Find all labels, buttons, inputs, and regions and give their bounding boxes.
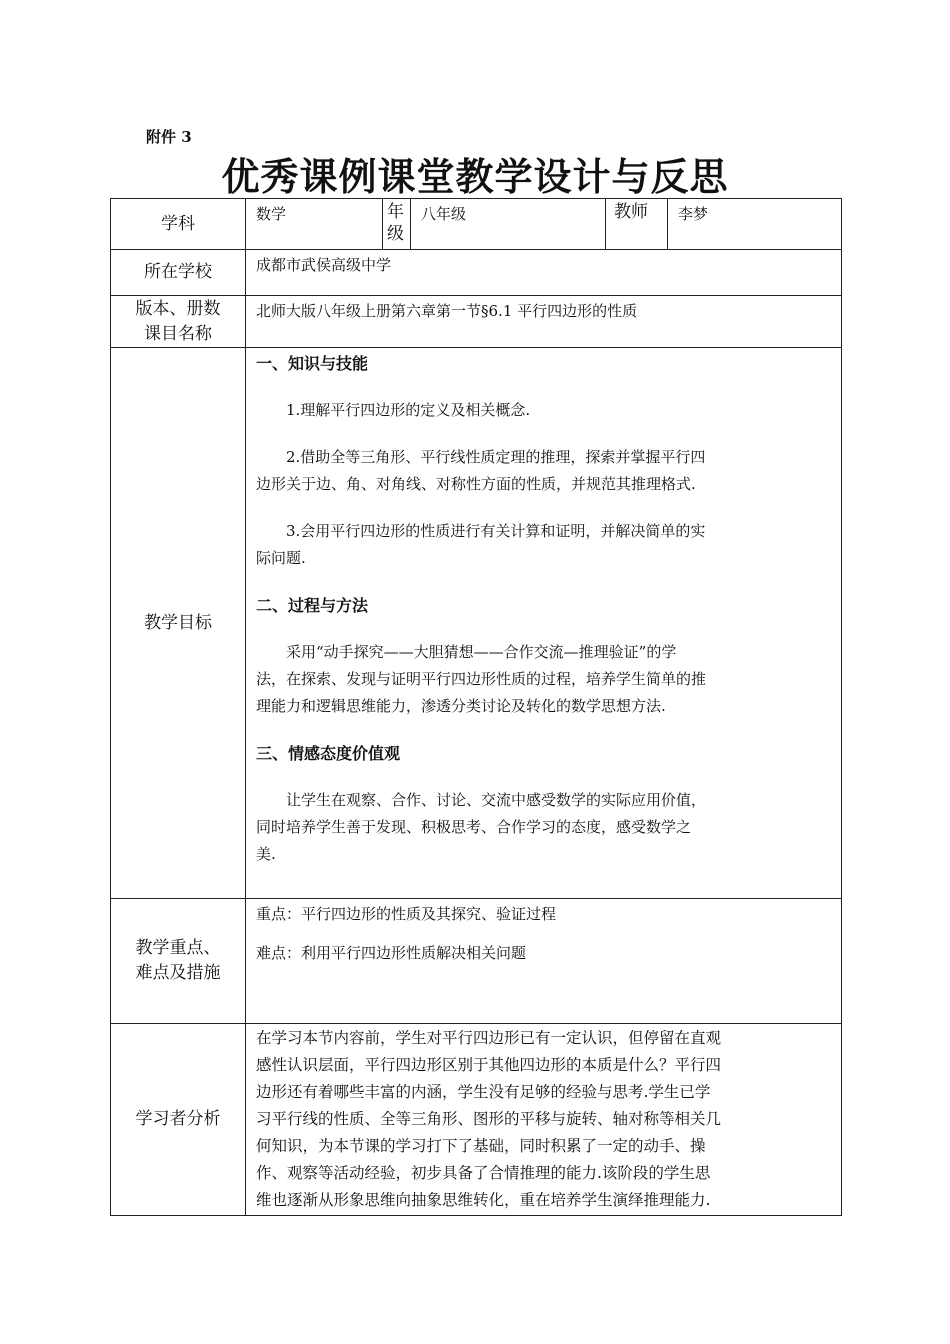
objective-item-3-line2: 际问题. bbox=[256, 549, 306, 567]
subject-label: 学科 bbox=[111, 199, 246, 250]
subject-value: 数学 bbox=[246, 199, 383, 250]
edition-label-line2: 课目名称 bbox=[144, 323, 212, 344]
process-line-2: 法，在探索、发现与证明平行四边形性质的过程，培养学生简单的推 bbox=[256, 670, 707, 688]
process-line-1: 采用“动手探究——大胆猜想——合作交流—推理验证”的学 bbox=[286, 643, 677, 661]
key-points-label-line2: 难点及措施 bbox=[135, 963, 221, 983]
grade-label bbox=[383, 199, 411, 250]
key-points-content bbox=[246, 899, 842, 1024]
learner-line-4: 习平行线的性质、全等三角形、图形的平移与旋转、轴对称等相关几 bbox=[256, 1110, 722, 1128]
learner-line-3: 边形还有着哪些丰富的内涵，学生没有足够的经验与思考.学生已学 bbox=[256, 1083, 711, 1101]
emotion-line-2: 同时培养学生善于发现、积极思考、合作学习的态度，感受数学之 bbox=[256, 818, 692, 836]
key-focus: 重点：平行四边形的性质及其探究、验证过程 bbox=[256, 905, 557, 923]
learner-line-7: 维也逐渐从形象思维向抽象思维转化，重在培养学生演绎推理能力. bbox=[256, 1191, 711, 1209]
learner-line-1: 在学习本节内容前，学生对平行四边形已有一定认识，但停留在直观 bbox=[256, 1029, 722, 1047]
objectives-content bbox=[246, 348, 842, 899]
objective-item-2-line2: 边形关于边、角、对角线、对称性方面的性质，并规范其推理格式. bbox=[256, 475, 696, 493]
emotion-line-3: 美. bbox=[256, 845, 276, 863]
row-learner bbox=[111, 1024, 842, 1216]
emotion-line-1: 让学生在观察、合作、讨论、交流中感受数学的实际应用价值， bbox=[286, 791, 707, 809]
grade-label-line1: 年 bbox=[387, 202, 404, 222]
row-objectives bbox=[111, 348, 842, 899]
objectives-section3-title: 三、情感态度价值观 bbox=[256, 744, 401, 763]
learner-content bbox=[246, 1024, 842, 1216]
learner-label: 学习者分析 bbox=[111, 1024, 246, 1216]
grade-label-line2: 级 bbox=[387, 224, 404, 244]
key-difficulty: 难点：利用平行四边形性质解决相关问题 bbox=[256, 944, 527, 962]
attachment-label: 附件 3 bbox=[146, 128, 192, 146]
learner-line-2: 感性认识层面，平行四边形区别于其他四边形的本质是什么？平行四 bbox=[256, 1056, 722, 1074]
row-school bbox=[111, 250, 842, 296]
objective-item-3-line1: 3.会用平行四边形的性质进行有关计算和证明，并解决简单的实 bbox=[286, 522, 706, 540]
key-points-label-line1: 教学重点、 bbox=[135, 938, 221, 958]
row-key-points bbox=[111, 899, 842, 1024]
school-value: 成都市武侯高级中学 bbox=[246, 250, 842, 296]
teacher-label: 教师 bbox=[606, 199, 668, 250]
key-points-label bbox=[111, 899, 246, 1024]
lesson-design-table bbox=[110, 198, 842, 1216]
teacher-value: 李梦 bbox=[668, 199, 842, 250]
objectives-section2-title: 二、过程与方法 bbox=[256, 596, 369, 615]
edition-label bbox=[111, 296, 246, 348]
objective-item-1: 1.理解平行四边形的定义及相关概念. bbox=[286, 401, 531, 419]
grade-value: 八年级 bbox=[411, 199, 606, 250]
learner-line-5: 何知识，为本节课的学习打下了基础，同时积累了一定的动手、操 bbox=[256, 1137, 706, 1155]
edition-value: 北师大版八年级上册第六章第一节§6.1 平行四边形的性质 bbox=[246, 296, 842, 348]
objective-item-2-line1: 2.借助全等三角形、平行线性质定理的推理，探索并掌握平行四 bbox=[286, 448, 706, 466]
process-line-3: 理能力和逻辑思维能力，渗透分类讨论及转化的数学思想方法. bbox=[256, 697, 666, 715]
learner-line-6: 作、观察等活动经验，初步具备了合情推理的能力.该阶段的学生思 bbox=[256, 1164, 711, 1182]
edition-label-line1: 版本、册数 bbox=[135, 298, 221, 319]
row-edition bbox=[111, 296, 842, 348]
objectives-label: 教学目标 bbox=[111, 348, 246, 899]
row-basic-info bbox=[111, 199, 842, 250]
page-title: 优秀课例课堂教学设计与反思 bbox=[221, 154, 729, 199]
objectives-section1-title: 一、知识与技能 bbox=[256, 354, 369, 373]
school-label: 所在学校 bbox=[111, 250, 246, 296]
